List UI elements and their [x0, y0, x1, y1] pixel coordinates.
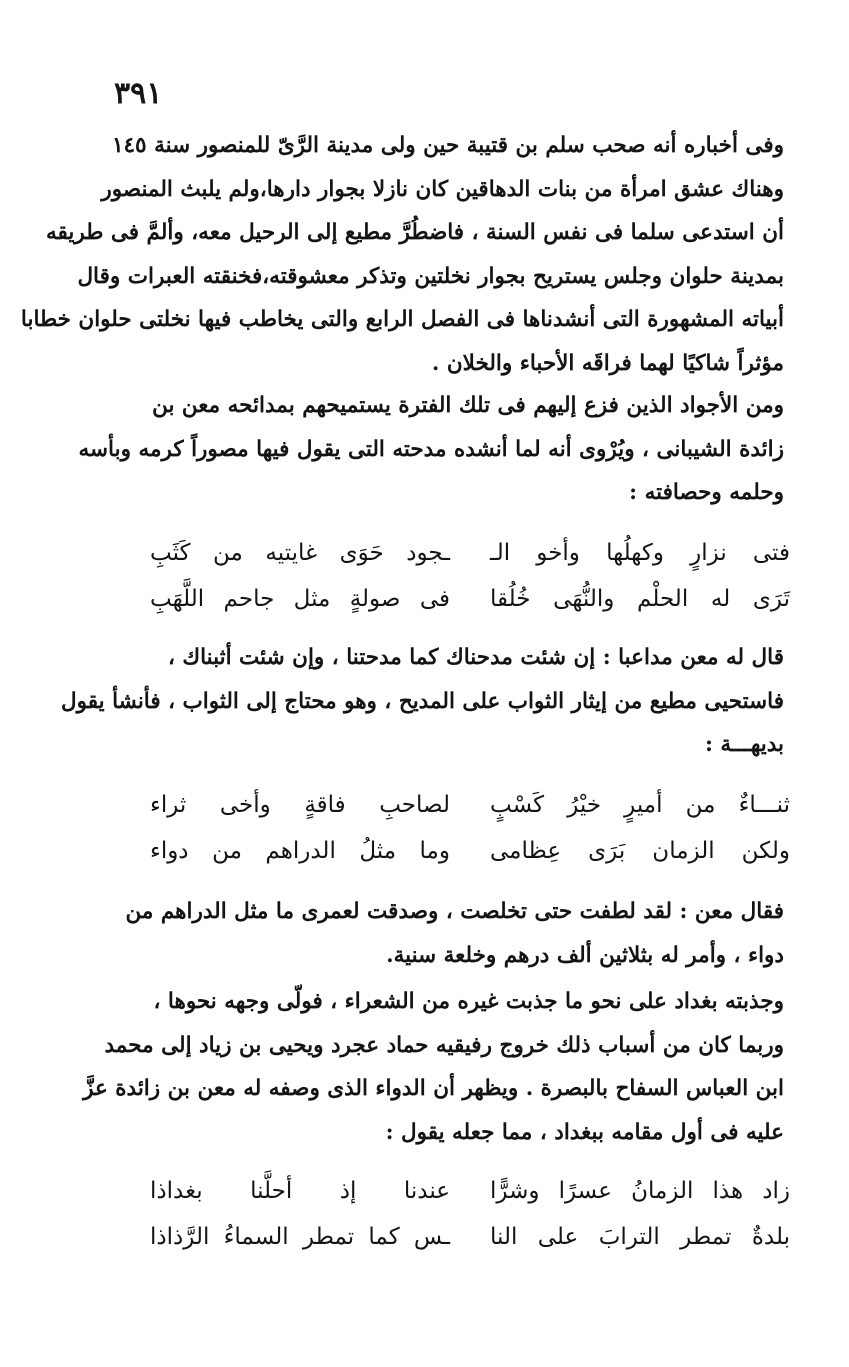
verse-couplet [150, 782, 790, 828]
verse-couplet [150, 576, 790, 622]
verse-hemistich: ـجود حَوَى غايتيه من كَثَبِ [150, 540, 450, 566]
text-line: مؤثراً شاكيًا لهما فراقَه الأحباء والخلان . [431, 350, 784, 376]
verse-hemistich: فى صولةٍ مثل جاحم اللَّهَبِ [150, 586, 450, 612]
verse-hemistich: ـس كما تمطر السماءُ الرَّذاذا [150, 1224, 450, 1250]
text-line: أن استدعى سلما فى نفس السنة ، فاضطُرَّ مطيع إلى الرحيل معه، وألمَّ فى طريقه [46, 220, 784, 245]
text-line: وجذبته بغداد على نحو ما جذبت غيره من الشعراء ، فولّى وجهه نحوها ، [153, 989, 784, 1014]
text-line: فقال معن : لقد لطفت حتى تخلصت ، وصدقت لعمرى ما مثل الدراهم من [125, 899, 784, 924]
text-line: أبياته المشهورة التى أنشدناها فى الفصل الرابع والتى يخاطب فيها نخلتى حلوان خطابا [20, 307, 784, 332]
verse-hemistich: وما مثلُ الدراهم من دواء [150, 838, 450, 864]
verse-hemistich: فتى نزارٍ وكهلُها وأخو الـ [490, 540, 790, 566]
verse-block-2 [150, 782, 790, 874]
text-line: وهناك عشق امرأة من بنات الدهاقين كان نازلا بجوار دارها،ولم يلبث المنصور [101, 176, 784, 202]
verse-hemistich: عندنا إذ أحلَّنا بغداذا [150, 1178, 450, 1204]
verse-couplet [150, 1168, 790, 1214]
text-line: قال له معن مداعبا : إن شئت مدحناك كما مدحتنا ، وإن شئت أثبناك ، [167, 645, 784, 670]
verse-couplet [150, 530, 790, 576]
verse-hemistich: بلدةٌ تمطر الترابَ على النا [490, 1224, 790, 1250]
text-line: فاستحيى مطيع من إيثار الثواب على المديح ، وهو محتاج إلى الثواب ، فأنشأ يقول [61, 688, 784, 714]
paragraph-4 [116, 890, 784, 977]
verse-hemistich: زاد هذا الزمانُ عسرًا وشرًّا [490, 1178, 790, 1204]
verse-hemistich: لصاحبِ فاقةٍ وأخى ثراء [150, 792, 450, 818]
verse-block-1 [150, 530, 790, 622]
verse-block-3 [150, 1168, 790, 1260]
verse-hemistich: ولكن الزمان بَرَى عِظامى [490, 838, 790, 864]
paragraph-3 [61, 636, 784, 767]
verse-couplet [150, 1214, 790, 1260]
paragraph-2 [78, 384, 784, 515]
text-line: وحلمه وحصافته : [629, 480, 784, 505]
text-line: وفى أخباره أنه صحب سلم بن قتيبة حين ولى مدينة الرَّىّ للمنصور سنة ١٤٥ [111, 133, 784, 158]
text-line: زائدة الشيبانى ، ويُرْوى أنه لما أنشده مدحته التى يقول فيها مصوراً كرمه وبأسه [78, 436, 784, 462]
paragraph-5 [83, 980, 784, 1154]
text-line: ومن الأجواد الذين فزع إليهم فى تلك الفترة يستميحهم بمدائحه معن بن [152, 393, 784, 418]
page-number: ٣٩١ [114, 76, 163, 111]
text-line: عليه فى أول مقامه ببغداد ، مما جعله يقول : [385, 1119, 784, 1145]
text-line: بمدينة حلوان وجلس يستريح بجوار نخلتين وتذكر معشوقته،فخنقته العبرات وقال [77, 263, 784, 289]
text-line: ابن العباس السفاح بالبصرة . ويظهر أن الدواء الذى وصفه له معن بن زائدة عزَّ [83, 1076, 784, 1101]
text-line: بديهـــة : [704, 732, 784, 757]
text-line: وربما كان من أسباب ذلك خروج رفيقيه حماد عجرد ويحيى بن زياد إلى محمد [104, 1032, 784, 1058]
paragraph-1 [20, 124, 784, 385]
verse-hemistich: تَرَى له الحلْم والنُّهَى خُلُقا [490, 586, 790, 612]
verse-hemistich: ثنـــاءٌ من أميرٍ خيْرُ كَسْبٍ [490, 792, 790, 818]
verse-couplet [150, 828, 790, 874]
text-line: دواء ، وأمر له بثلاثين ألف درهم وخلعة سنية. [386, 942, 784, 968]
